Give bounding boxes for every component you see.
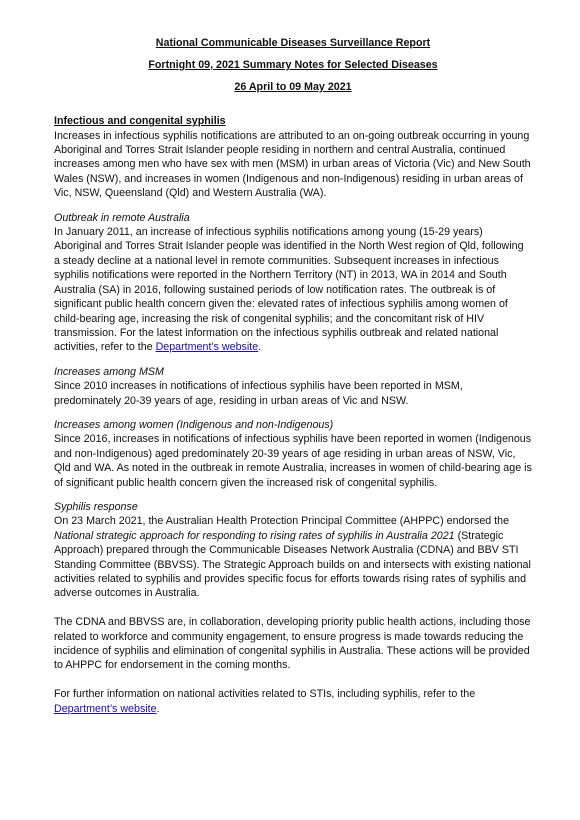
outbreak-text: In January 2011, an increase of infectious syphilis notifications among young (15-29 years) Aboriginal and Torres Strait Islander people was identified in the North West region of Qld, following a steady decline at a national level in remote communities. Subsequent increases in infectious syphilis notifications were reported in the Northern Territory (NT) in 2013, WA in 2014 and South Australia (SA) in 2016, following sustained periods of low notification rates. The outbreak is of significant public health concern given the: elevated rates of infectious syphilis among women of child-bearing age, increasing the risk of congenital syphilis; and the concomitant risk of HIV transmission. For the latest information on the infectious syphilis outbreak and related national activities, refer to the [54,226,524,354]
strategy-document-title: National strategic approach for responding to rising rates of syphilis in Australia 2021 [54,529,455,542]
response-paragraph-2: The CDNA and BBVSS are, in collaboration, developing priority public health actions, including those related to workforce and community engagement, to ensure progress is made towards reducing the incidence of syphilis and elimination of congenital syphilis in Australia. These actions will be provided to AHPPC for endorsement in the coming months. [54,616,531,672]
report-title: National Communicable Diseases Surveillance Report [155,37,431,49]
response-heading: Syphilis response [54,500,138,513]
document-page [54,36,532,716]
section-title: Infectious and congenital syphilis [54,115,226,128]
section-intro: Increases in infectious syphilis notifications are attributed to an on-going outbreak occurring in young Aboriginal and Torres Strait Islander people residing in northern and central Australia, continued increases among men who have sex with men (MSM) in urban areas of Victoria (Vic) and New South Wales (NSW), and increases in women (Indigenous and non-Indigenous) residing in urban areas of Vic, NSW, Queensland (Qld) and Western Australia (WA). [54,129,531,200]
women-heading: Increases among women (Indigenous and non-Indigenous) [54,418,334,431]
outbreak-paragraph [54,225,532,355]
department-website-link[interactable]: Department’s website [155,341,259,354]
outbreak-end: . [258,341,262,354]
report-date-range: 26 April to 09 May 2021 [234,80,352,93]
further-info-text: For further information on national activities related to STIs, including syphilis, refer to the [54,688,476,701]
response-text-before: On 23 March 2021, the Australian Health Protection Principal Committee (AHPPC) endorsed the [54,515,510,528]
report-subtitle: Fortnight 09, 2021 Summary Notes for Selected Diseases [148,58,438,71]
further-info-end: . [156,702,160,715]
response-paragraph [54,514,532,600]
msm-heading: Increases among MSM [54,365,164,378]
department-website-link-2[interactable]: Department’s website [54,702,157,715]
women-paragraph: Since 2016, increases in notifications of infectious syphilis have been reported in women (Indigenous and non-Indigenous) aged predominately 20-39 years of age residing in urban areas of NSW, Vic, Qld and WA. As noted in the outbreak in remote Australia, increases in women of child-bearing age is of significant public health concern given the increased risk of congenital syphilis. [54,433,532,489]
msm-paragraph: Since 2010 increases in notifications of infectious syphilis have been reported in MSM, predominately 20-39 years of age, residing in urban areas of Vic and NSW. [54,380,463,407]
response-text-after: (Strategic Approach) prepared through the Communicable Diseases Network Australia (CDNA) and BBV STI Standing Committee (BBVSS). The Strategic Approach builds on and intersects with existing national activities related to syphilis and provides specific focus for efforts towards rising rates of syphilis and adverse outcomes in Australia. [54,529,531,600]
further-info-paragraph [54,687,532,716]
outbreak-heading: Outbreak in remote Australia [54,211,190,224]
